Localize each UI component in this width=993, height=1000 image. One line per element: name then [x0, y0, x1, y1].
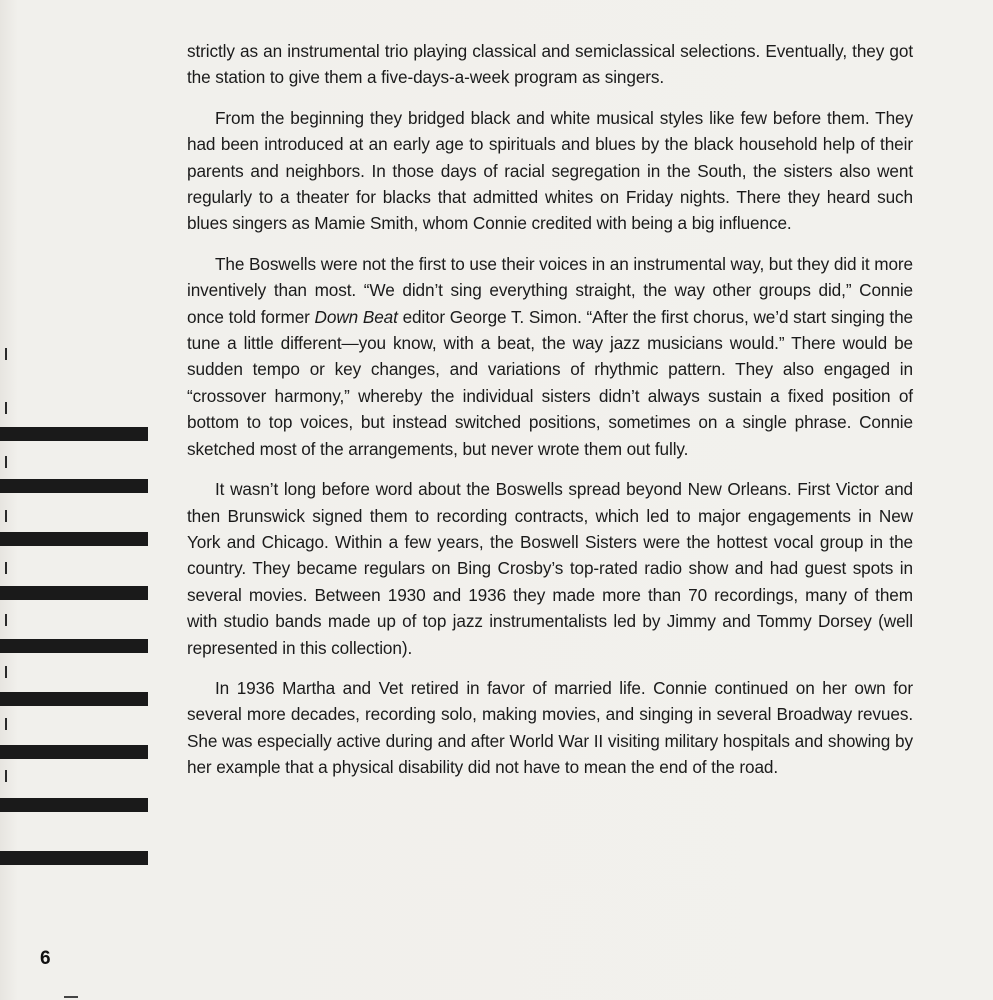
black-bar — [0, 479, 148, 493]
edge-tick — [5, 456, 7, 468]
paragraph-4: It wasn’t long before word about the Boswells spread beyond New Orleans. First Victor and then Brunswick signed them to recording contracts, which led to major engagements in New York and Chicago. Within a few years, the Boswell Sisters were the hottest vocal group in the country. They became regulars on Bing Crosby’s top-rated radio show and had guest spots in several movies. Between 1930 and 1936 they made more than 70 recordings, many of them with studio bands made up of top jazz instrumentalists led by Jimmy and Tommy Dorsey (well represented in this collection). — [187, 479, 913, 658]
magazine-title: Down Beat — [314, 306, 398, 327]
edge-tick — [5, 562, 7, 574]
page-number: 6 — [40, 948, 51, 969]
edge-tick — [5, 614, 7, 626]
black-bar — [0, 427, 148, 441]
paragraph-1: strictly as an instrumental trio playing classical and semiclassical selections. Eventually, they got the station to give them a five-days-a-week program as singers. — [187, 41, 913, 88]
black-bar — [0, 639, 148, 653]
edge-tick — [5, 402, 7, 414]
black-bar — [0, 851, 148, 865]
paragraph-5: In 1936 Martha and Vet retired in favor of married life. Connie continued on her own for several more decades, recording solo, making movies, and singing in several Broadway revues. She was especially active during and after World War II visiting military hospitals and showing by her example that a physical disability did not have to mean the end of the road. — [187, 677, 913, 778]
black-bar — [0, 532, 148, 546]
black-bar — [0, 692, 148, 706]
black-bar — [0, 798, 148, 812]
edge-tick — [5, 348, 7, 360]
black-bar — [0, 586, 148, 600]
body-text — [187, 38, 913, 795]
edge-tick — [5, 666, 7, 678]
paragraph-3-part-2: editor George T. Simon. “After the first chorus, we’d start singing the tune a little different—you know, with a beat, the way jazz musicians would.” There would be sudden tempo or key changes, and variations of rhythmic pattern. They also engaged in “crossover harmony,” whereby the individual sisters didn’t always sustain a fixed position of bottom to top voices, but instead switched positions, sometimes on a single phrase. Connie sketched most of the arrangements, but never wrote them out fully. — [187, 306, 914, 459]
edge-tick — [5, 510, 7, 522]
footer-mark — [64, 996, 78, 998]
paragraph-3-part-1: The Boswells were not the first to use their voices in an instrumental way, but they did it more inventively than most. “We didn’t sing everything straight, the way other groups did,” Connie once told former — [187, 253, 913, 327]
edge-tick — [5, 770, 7, 782]
piano-key-decoration — [0, 0, 160, 1000]
edge-tick — [5, 718, 7, 730]
paragraph-2: From the beginning they bridged black and white musical styles like few before them. They had been introduced at an early age to spirituals and blues by the black household help of their parents and neighbors. In those days of racial segregation in the South, the sisters also went regularly to a theater for blacks that admitted whites on Friday nights. There they heard such blues singers as Mamie Smith, whom Connie credited with being a big influence. — [187, 107, 913, 234]
paragraph-3 — [187, 251, 913, 462]
black-bar — [0, 745, 148, 759]
